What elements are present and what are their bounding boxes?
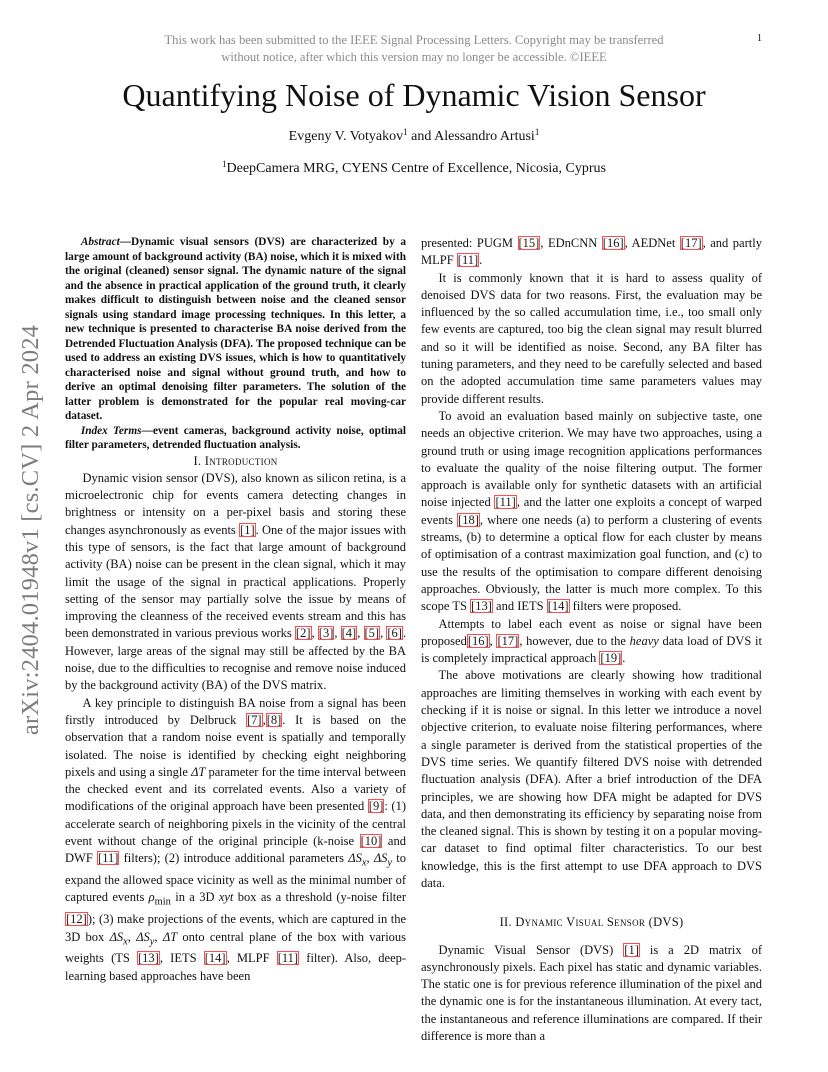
citation-link[interactable]: [1] (240, 522, 255, 537)
text: filters); (2) introduce additional parameters (119, 851, 349, 866)
citation-link[interactable]: [10] (360, 834, 382, 849)
math-rho: ρ (148, 890, 155, 905)
left-column (65, 235, 406, 985)
affiliation-sup: 1 (222, 159, 227, 169)
right-column (421, 235, 762, 1045)
citation-link[interactable]: [9] (368, 799, 384, 814)
math-sub: y (149, 936, 155, 948)
text: , (127, 929, 137, 944)
citation-link[interactable]: [19] (600, 651, 622, 666)
citation-link[interactable]: [14] (547, 599, 569, 614)
text: , (311, 626, 318, 641)
text: in a 3D (170, 890, 219, 905)
section-title: Introduction (204, 453, 278, 468)
text: , EDnCNN (540, 236, 602, 250)
text: A key principle to distinguish BA noise from a signal has been firstly introduced by Delbruck (65, 695, 406, 727)
text: presented: PUGM (421, 236, 518, 250)
text: , AEDNet (624, 236, 680, 250)
section-number: II. (499, 915, 516, 930)
citation-link[interactable]: [17] (497, 633, 519, 648)
text: . One of the major issues with this type of sensors, is the fact that large amount of background activity (BA) noise can be present in the clean signal, which it may limit the usage of the signal in practical applications. Properly setting of the sensor may partially solve the issue by means of improving the cleanness of the received events stream and this has been demonstrated in various previous works (65, 522, 406, 641)
citation-link[interactable]: [16] (602, 236, 624, 250)
math-sub: min (154, 896, 171, 908)
text: onto central plane of the box with various weights (TS (65, 929, 407, 966)
intro-paragraph-2-continued (421, 235, 762, 270)
paper-title: Quantifying Noise of Dynamic Vision Sensor (122, 77, 706, 113)
text: , MLPF (226, 951, 277, 966)
math-delta-t: ΔT (162, 929, 178, 944)
index-terms (65, 424, 406, 453)
citation-link[interactable]: [3] (318, 626, 334, 641)
citation-link[interactable]: [11] (98, 851, 119, 866)
citation-link[interactable]: [11] (457, 253, 479, 268)
text: box as a threshold (y-noise filter (233, 890, 406, 905)
text: . It is based on the observation that a random noise event is spatially and temporally isolated. The noise is identified by checking eight neighboring pixels and using a single (65, 712, 406, 779)
emphasis: heavy (629, 633, 659, 648)
text: Dynamic Visual Sensor (DVS) (438, 942, 624, 957)
citation-link[interactable]: [4] (341, 626, 357, 641)
notice-line-2: without notice, after which this version may no longer be accessible. ©IEEE (221, 50, 607, 64)
notice-line-1: This work has been submitted to the IEEE Signal Processing Letters. Copyright may be transferred (164, 33, 664, 47)
citation-link[interactable]: [5] (364, 626, 380, 641)
text: , (154, 929, 163, 944)
text: . (622, 651, 626, 666)
text: . (479, 253, 483, 268)
section-heading-dvs (421, 914, 762, 931)
text: and DWF (65, 834, 406, 866)
math-xyt: xyt (218, 890, 234, 905)
index-terms-text: —event cameras, background activity noise, optimal filter parameters, detrended fluctuation analysis. (65, 424, 406, 451)
text: Attempts to label each event as noise or signal have been proposed (421, 616, 762, 648)
intro-paragraph-5 (421, 616, 762, 668)
arxiv-sidebar (14, 290, 48, 770)
citation-link[interactable]: [1] (624, 942, 639, 957)
text: ); (3) make projections of the events, which are captured in the 3D box (65, 912, 406, 944)
text: , (357, 626, 364, 641)
math-delta-s: ΔS (109, 929, 124, 944)
math-delta-t: ΔT (191, 764, 206, 779)
citation-link[interactable]: [7] (247, 712, 262, 727)
intro-paragraph-4 (421, 408, 762, 616)
intro-paragraph-3: It is commonly known that it is hard to assess quality of denoised DVS data for two reasons. First, the evaluation may be influenced by the so called accumulation time, i.e., too small only few events are captured, too big the clean signal may result blurred and so it will be identified as noise. Second, any BA filter has tuning parameters, and they need to be carefully selected and based on the adopted accumulation time same parameters values may provide different results. (421, 270, 762, 406)
copyright-notice (100, 32, 728, 66)
index-terms-label: Index Terms (80, 424, 142, 437)
citation-link[interactable]: [13] (138, 951, 159, 966)
citation-link[interactable]: [12] (66, 912, 87, 927)
text: , where one needs (a) to perform a clustering of events streams, (b) to determine a optical flow for each cluster by means of optimisation of a contrast maximization goal function, and (c) to use the results of the optimisation to compare different denoising approaches. Obviously, the latter is much more complex. To this scope TS (421, 512, 762, 614)
abstract-text: —Dynamic visual sensors (DVS) are characterized by a large amount of background activity (BA) noise, which it is mixed with the original (cleaned) sensor signal. The dynamic nature of the signal and the absence in practical application of the ground truth, it clearly makes difficult to distinguish between noise and the cleaned sensor signals using standard image processing techniques. In this letter, a new technique is presented to characterise BA noise derived from the Detrended Fluctuation Analysis (DFA). The proposed technique can be used to address an existing DVS issues, which is how to quantitatively characterised noise and signal without ground truth, and how to derive an optimal denoising filter parameters. The solution of the latter problem is demonstrated for the popular real moving-car dataset. (65, 236, 406, 422)
citation-link[interactable]: [6] (387, 626, 402, 641)
text: filters were proposed. (569, 599, 682, 614)
author-join: and (407, 129, 435, 144)
math-sub: y (387, 857, 393, 869)
section-heading-introduction (65, 453, 406, 470)
affiliation-line (60, 161, 768, 177)
text: filter). Also, deep-learning based approaches have been (65, 951, 407, 983)
text: and IETS (492, 599, 547, 614)
text: data load of DVS it is completely impractical approach (421, 633, 762, 666)
citation-link[interactable]: [11] (277, 951, 299, 966)
intro-paragraph-1 (65, 470, 406, 695)
text: . However, large areas of the signal may still be affected by the BA noise, due to the difficulties to recognise and remove noise induced by the background activity (BA) of the DVS matrix. (65, 626, 407, 693)
citation-link[interactable]: [15] (518, 236, 540, 250)
text: , (366, 851, 374, 866)
section-title: Dynamic Visual Sensor (DVS) (515, 915, 684, 930)
author-1: Evgeny V. Votyakov (288, 129, 404, 144)
text: is a 2D matrix of asynchronously pixels. Each pixel has static and dynamic variables. The static one is for previous reference illumination of the pixel and the dynamic one is for the instantaneous illumination. At every tact, the instantaneous and reference illuminations are compared. If their difference is more than a (421, 942, 762, 1044)
text: parameter for the time interval between the checked event and its correlated events. Also a variety of modifications of the original approach have been presented (65, 764, 406, 814)
author-line (60, 129, 768, 145)
text: to expand the allowed space vicinity as well as the minimal number of captured events (65, 851, 407, 905)
abstract (65, 235, 406, 424)
citation-link[interactable]: [14] (204, 951, 226, 966)
citation-link[interactable]: [17] (680, 236, 702, 250)
affiliation: DeepCamera MRG, CYENS Centre of Excellence, Nicosia, Cyprus (226, 161, 606, 176)
text: , (380, 626, 387, 641)
text: , IETS (159, 951, 204, 966)
section-number: I. (193, 453, 205, 468)
text: : (1) accelerate search of neighboring pixels in the vicinity of the central event without change of the original principle (k-noise (65, 799, 406, 849)
text: , however, due to the (519, 633, 630, 648)
text: , and partly MLPF (421, 236, 762, 268)
citation-link[interactable]: [8] (266, 712, 282, 727)
math-delta-s: ΔS (373, 851, 388, 866)
math-delta-s: ΔS (348, 851, 362, 866)
author-2-sup: 1 (534, 127, 540, 137)
text: , (334, 626, 341, 641)
citation-link[interactable]: [16] (467, 633, 489, 648)
intro-paragraph-6: The above motivations are clearly showing how traditional approaches are limiting themselves in working with each event by checking if it is noise or signal. In this letter we introduce a novel objective criterion, to evaluate noise filtering performances, where a single parameter is derived from the statistical properties of the DVS time series. We quantify filtered DVS noise with detrended fluctuation analysis (DFA). After a brief introduction of the DFA principles, we are showing how DFA might be adapted for DVS data, and then demonstrating its efficiency by separating noise from the cleaned signal. This is shown by testing it on a popular moving-car dataset to find optimal filter characteristics. To our best knowledge, this is the first attempt to use DFA approach to DVS data. (421, 668, 762, 890)
arxiv-id: arXiv:2404.01948v1 [cs.CV] 2 Apr 2024 (17, 324, 44, 736)
page-number: 1 (757, 33, 762, 44)
text: Dynamic vision sensor (DVS), also known as silicon retina, is a microelectronic chip for events camera detecting changes in brightness or intensity on a per-pixel basis and storing these changes asynchronously as events (65, 470, 406, 537)
text: To avoid an evaluation based mainly on subjective taste, one needs an objective criterion. We may have two approaches, using a ground truth or using image recognition applications performances to evaluate the quality of the noise filtering output. The former approach is available only for synthetic datasets with an artificial noise injected (421, 408, 762, 510)
text: , (489, 633, 497, 648)
citation-link[interactable]: [11] (495, 495, 516, 510)
intro-paragraph-2 (65, 695, 406, 985)
math-sub: x (123, 936, 128, 948)
abstract-label: Abstract (80, 236, 120, 248)
dvs-paragraph-1 (421, 942, 762, 1046)
citation-link[interactable]: [13] (471, 599, 492, 614)
math-delta-s: ΔS (136, 929, 150, 944)
citation-link[interactable]: [18] (458, 512, 479, 527)
author-2: Alessandro Artusi (434, 129, 535, 144)
text: , (262, 712, 266, 727)
math-sub: x (361, 857, 367, 869)
author-1-sup: 1 (403, 127, 408, 137)
text: , and the latter one exploits a concept of warped events (421, 495, 762, 527)
citation-link[interactable]: [2] (295, 626, 311, 641)
